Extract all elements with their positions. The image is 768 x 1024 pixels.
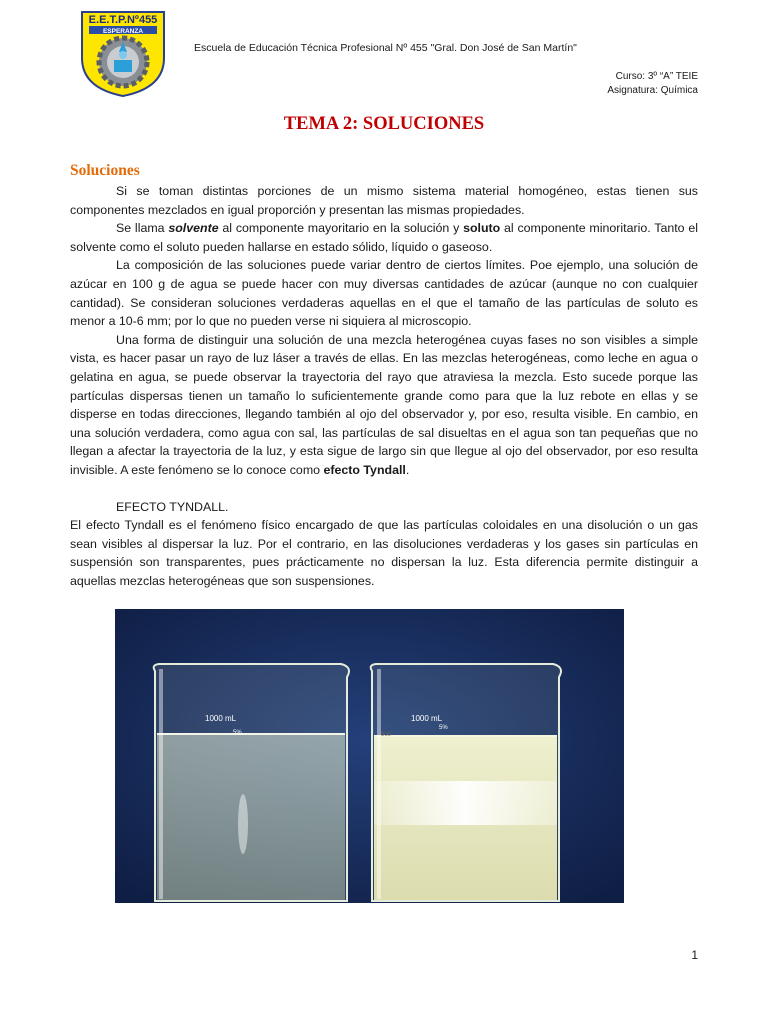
- paragraph-1: Si se toman distintas porciones de un mismo sistema material homogéneo, estas tienen sus componentes mezclados en igual proporción y presentan las mismas propiedades.: [70, 184, 698, 217]
- body-text: [70, 182, 698, 590]
- paragraph-3: La composición de las soluciones puede variar dentro de ciertos límites. Poe ejemplo, una solución de azúcar en 100 g de agua se puede hacer con muy diversas cantidades de azúcar (aunque no con cualquier cantidad). Se consideran soluciones verdaderas aquellas en el que el tamaño de las partículas de soluto es menor a 10-6 mm; por lo que no pueden verse ni siquiera al microscopio.: [70, 258, 698, 329]
- p2-text-c: al componente minoritario. Tanto el solvente como el soluto pueden hallarse en estado sólido, líquido o gaseoso.: [70, 221, 698, 254]
- right-mark-900: 900: [381, 732, 392, 738]
- left-beaker: [154, 664, 349, 901]
- logo-text-top: E.E.T.P.Nº455: [88, 14, 158, 26]
- section-title: Soluciones: [70, 162, 140, 179]
- course-label: Curso: 3º “A” TEIE: [615, 71, 698, 82]
- left-volume-label: 1000 mL: [205, 714, 237, 723]
- paragraph-5: El efecto Tyndall es el fenómeno físico encargado de que las partículas coloidales en una disolución o un gas sean visibles al dispersar la luz. Por el contrario, en las disoluciones verdaderas y los gases sin partículas en suspensión son transparentes, pues prácticamente no dispersan la luz. Esta diferencia permite distinguir a aquellas mezclas heterogéneas que son suspensiones.: [70, 518, 698, 588]
- subject-label: Asignatura: Química: [607, 85, 698, 96]
- p2-text-a: Se llama: [116, 221, 169, 236]
- right-volume-label: 1000 mL: [411, 714, 443, 723]
- p4-text: Una forma de distinguir una solución de una mezcla heterogénea cuyas fases no son visibles a simple vista, es hacer pasar un rayo de luz láser a través de ellas. En las mezclas heterogéneas, como leche en agua o gelatina en agua, se puede observar la trayectoria del rayo que atraviesa la mezcla. Esto sucede porque las partículas dispersas tienen un tamaño lo suficientemente grande como para que la luz rebote en ellas y se disperse en todas direcciones, llegando también al ojo del observador y, por eso, resulta visible. En cambio, en una solución verdadera, como agua con sal, las partículas de sal disueltas en el agua son tan pequeñas que no llegan a afectar la trayectoria de la luz, y esta sigue de largo sin que llegue al ojo del observador, por eso resulta invisible. A este fenómeno se lo conoce como: [70, 332, 698, 477]
- right-mark-5pct: 5%: [439, 725, 448, 731]
- p2-text-b: al componente mayoritario en la solución y: [218, 221, 464, 236]
- page-number: 1: [691, 948, 698, 962]
- term-efecto-tyndall: efecto Tyndall: [323, 462, 406, 477]
- term-soluto: soluto: [463, 221, 501, 236]
- paragraph-4: [70, 331, 698, 480]
- p4-end: .: [405, 462, 410, 477]
- left-mark-5pct: 5%: [233, 730, 242, 736]
- subheading-tyndall: EFECTO TYNDALL.: [116, 499, 229, 514]
- school-name: Escuela de Educación Técnica Profesional Nº 455 "Gral. Don José de San Martín": [194, 42, 577, 54]
- logo-text-bottom: ESPERANZA: [102, 28, 144, 35]
- school-logo: [76, 8, 170, 98]
- course-info: [607, 70, 698, 98]
- page-title: TEMA 2: SOLUCIONES: [283, 114, 485, 134]
- tyndall-beakers-photo: [115, 609, 624, 903]
- right-beaker: [371, 664, 561, 901]
- paragraph-2: [70, 219, 698, 256]
- term-solvente: solvente: [168, 221, 219, 236]
